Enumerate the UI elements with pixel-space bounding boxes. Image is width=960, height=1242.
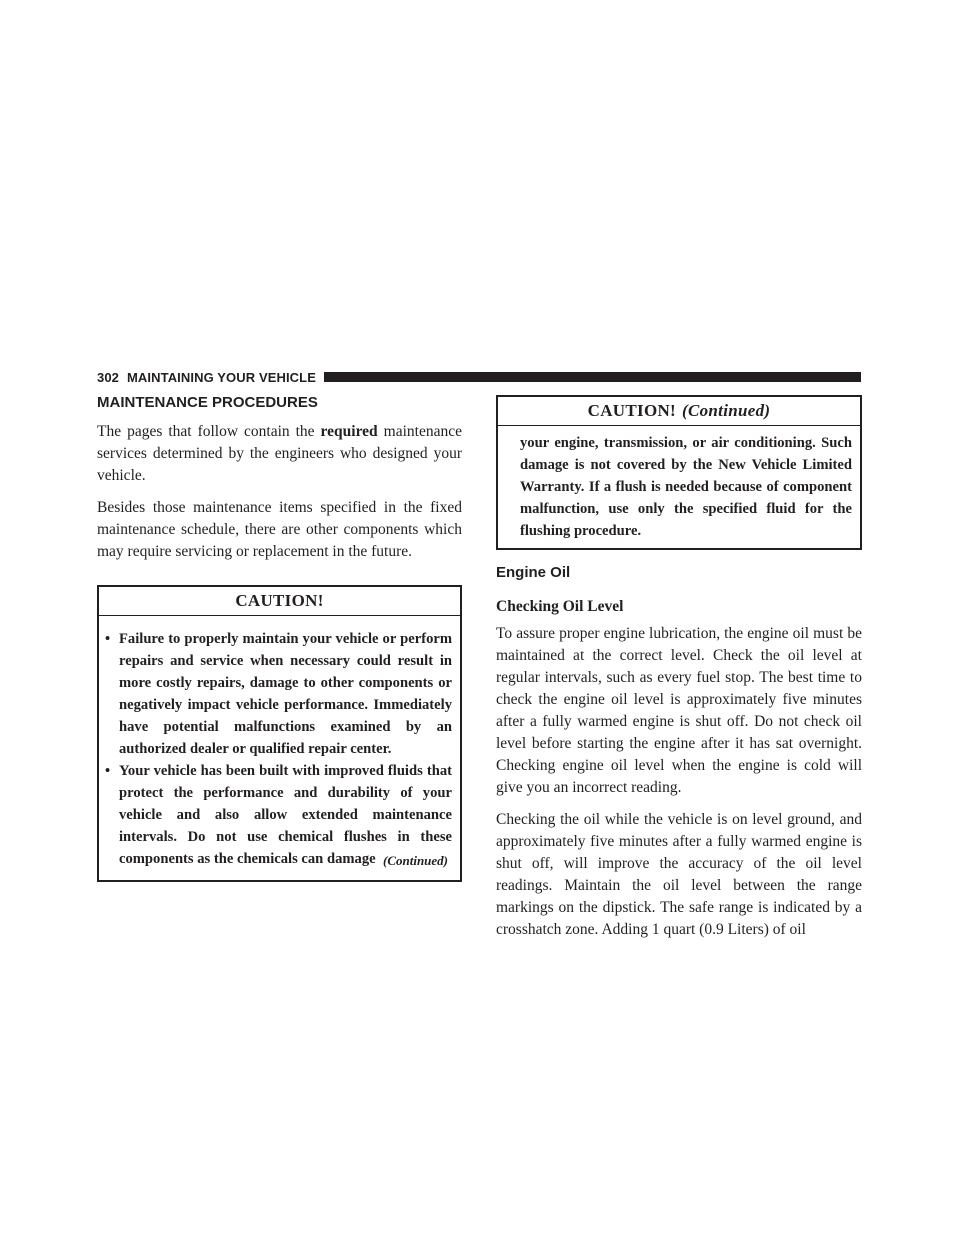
bullet-icon: • xyxy=(105,763,111,779)
left-column xyxy=(97,393,462,882)
intro-paragraph: The pages that follow contain the required maintenance services determined by the engineers who designed your vehicle. xyxy=(97,423,462,484)
continued-note: (Continued) xyxy=(383,853,449,868)
bullet-icon: • xyxy=(105,631,111,647)
required-emphasis: required xyxy=(320,423,378,440)
checking-oil-level-heading: Checking Oil Level xyxy=(496,598,624,615)
caution-title: CAUTION! xyxy=(99,587,460,616)
caution-box-continued xyxy=(496,395,862,550)
running-title: MAINTAINING YOUR VEHICLE xyxy=(127,369,316,385)
oil-level-paragraph-1: To assure proper engine lubrication, the engine oil must be maintained at the correct level. Check the oil level at regular intervals, such as every fuel stop. The best time to check the engine oil level is approximately five minutes after a fully warmed engine is shut off. Do not check oil level before starting the engine after it has sat overnight. Checking engine oil level when the engine is cold will give you an incorrect reading. xyxy=(496,625,862,796)
caution-item: • Your vehicle has been built with improved fluids that protect the performance and durability of your vehicle and also allow extended maintenance intervals. Do not use chemical flushes in these components as the chemicals can damage xyxy=(99,760,452,870)
components-paragraph: Besides those maintenance items specified in the fixed maintenance schedule, there are other components which may require servicing or replacement in the future. xyxy=(97,499,462,560)
caution-list xyxy=(99,616,460,880)
page-number: 302 xyxy=(97,369,119,385)
caution-title-continued: CAUTION! (Continued) xyxy=(498,397,860,426)
oil-level-paragraph-2: Checking the oil while the vehicle is on level ground, and approximately five minutes after a fully warmed engine is shut off, will improve the accuracy of the oil level readings. Maintain the oil level between the range markings on the dipstick. The safe range is indicated by a crosshatch zone. Adding 1 quart (0.9 Liters) of oil xyxy=(496,811,862,938)
right-column xyxy=(496,395,862,941)
engine-oil-heading: Engine Oil xyxy=(496,564,571,581)
caution-box xyxy=(97,585,462,882)
header-rule xyxy=(324,372,861,382)
page-header xyxy=(97,368,861,386)
caution-continued-text: your engine, transmission, or air conditioning. Such damage is not covered by the New Vehicle Limited Warranty. If a flush is needed because of component malfunction, use only the specified fluid for the flushing procedure. xyxy=(520,435,852,539)
maintenance-procedures-heading: MAINTENANCE PROCEDURES xyxy=(97,394,318,411)
caution-item: • Failure to properly maintain your vehicle or perform repairs and service when necessary could result in more costly repairs, damage to other components or negatively impact vehicle performance. Immediately have potential malfunctions examined by an authorized dealer or qualified repair center. xyxy=(99,628,452,760)
